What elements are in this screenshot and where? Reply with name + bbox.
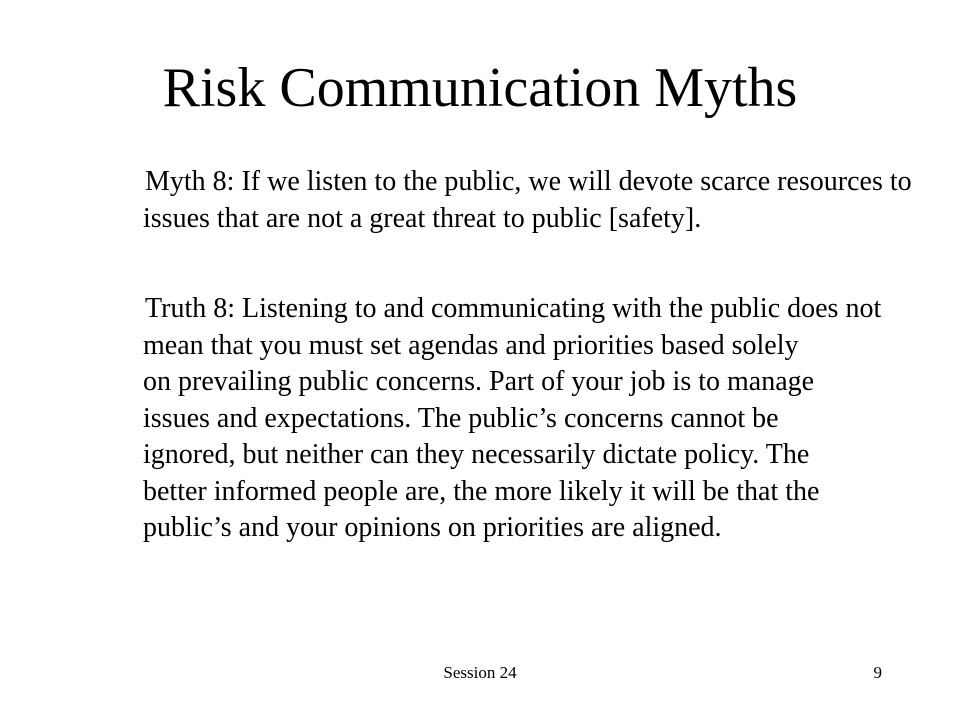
footer-page-number: 9	[873, 663, 882, 682]
truth-line-1: Truth 8: Listening to and communicating with the public does not	[145, 293, 882, 324]
truth-line-2: mean that you must set agendas and priorities based solely	[143, 329, 799, 361]
myth-line-1: Myth 8: If we listen to the public, we will devote scarce resources to	[145, 166, 912, 197]
truth-line-4: issues and expectations. The public’s concerns cannot be	[143, 402, 779, 434]
truth-line-5: ignored, but neither can they necessarily dictate policy. The	[143, 439, 810, 470]
truth-line-3: on prevailing public concerns. Part of your job is to manage	[143, 366, 815, 397]
truth-line-6: better informed people are, the more likely it will be that the	[143, 475, 820, 507]
myth-line-2: issues that are not a great threat to public [safety].	[143, 202, 702, 234]
footer-session: Session 24	[443, 663, 517, 682]
truth-line-7: public’s and your opinions on priorities are aligned.	[143, 512, 722, 543]
slide-title: Risk Communication Myths	[162, 57, 798, 119]
